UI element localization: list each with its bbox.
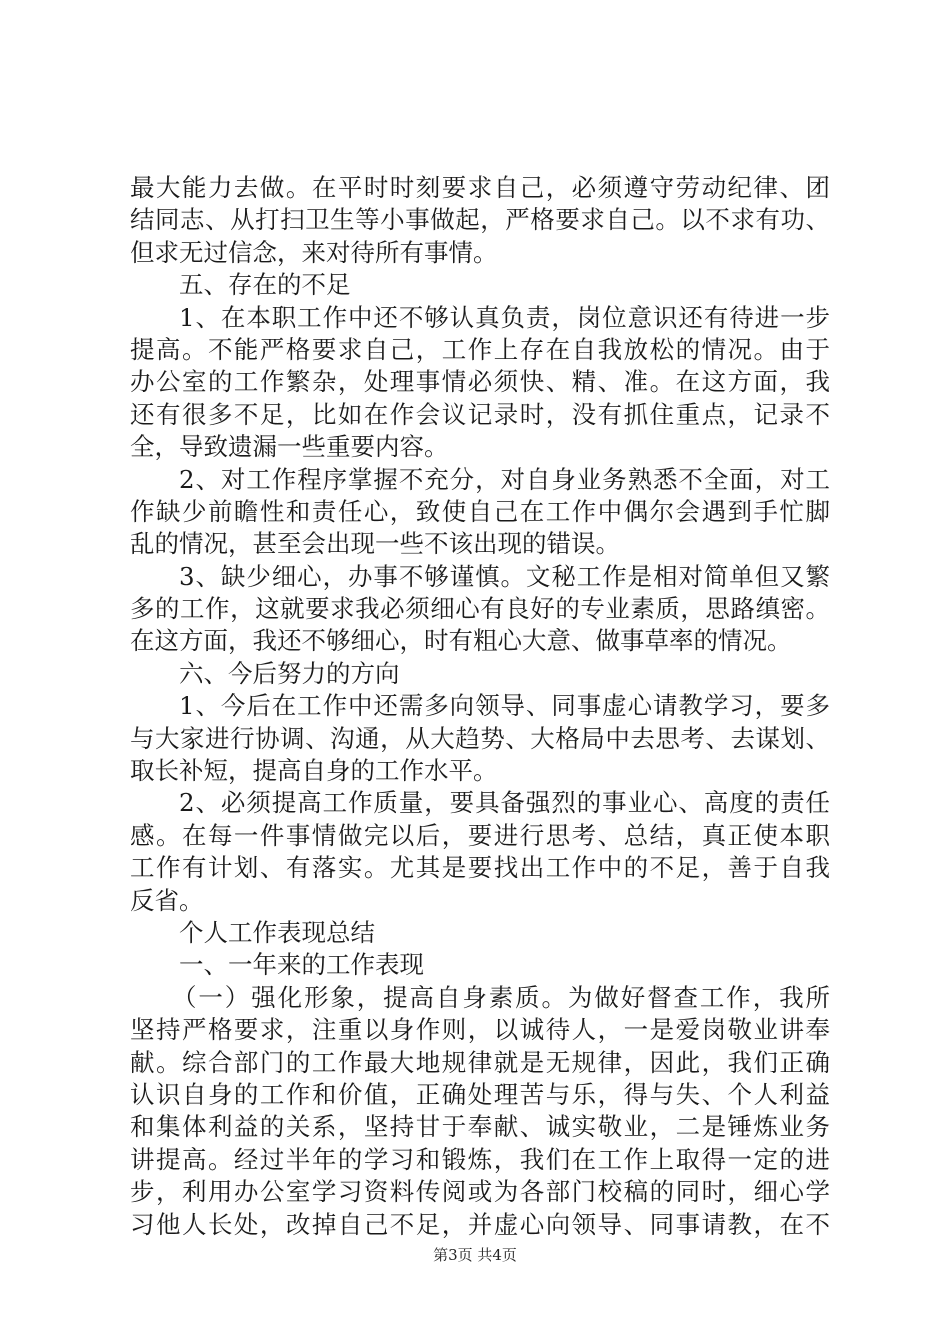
- text-line: 个人工作表现总结: [179, 917, 375, 947]
- text-line: 感。在每一件事情做完以后，要进行思考、总结，真正使本职: [130, 820, 830, 850]
- text-line: 六、今后努力的方向: [179, 658, 400, 688]
- text-line: 习他人长处，改掉自己不足，并虚心向领导、同事请教，在不: [130, 1209, 830, 1239]
- text-line: 但求无过信念，来对待所有事情。: [130, 237, 498, 267]
- text-line: 3、缺少细心，办事不够谨慎。文秘工作是相对简单但又繁: [179, 561, 830, 591]
- text-line: （一）强化形象，提高自身素质。为做好督查工作，我所: [172, 982, 830, 1012]
- text-line: 讲提高。经过半年的学习和锻炼，我们在工作上取得一定的进: [130, 1144, 830, 1174]
- text-line: 提高。不能严格要求自己，工作上存在自我放松的情况。由于: [130, 334, 830, 364]
- text-line: 反省。: [130, 885, 204, 915]
- text-line: 献。综合部门的工作最大地规律就是无规律，因此，我们正确: [130, 1047, 830, 1077]
- text-line: 多的工作，这就要求我必须细心有良好的专业素质，思路缜密。: [130, 594, 830, 624]
- text-line: 2、对工作程序掌握不充分，对自身业务熟悉不全面，对工: [179, 464, 830, 494]
- text-line: 乱的情况，甚至会出现一些不该出现的错误。: [130, 529, 620, 559]
- text-line: 还有很多不足，比如在作会议记录时，没有抓住重点，记录不: [130, 399, 830, 429]
- page-footer: 第3页 共4页: [433, 1246, 517, 1264]
- text-line: 1、在本职工作中还不够认真负责，岗位意识还有待进一步: [179, 302, 830, 332]
- document-body: [130, 172, 830, 1241]
- text-line: 全，导致遗漏一些重要内容。: [130, 432, 449, 462]
- text-line: 结同志、从打扫卫生等小事做起，严格要求自己。以不求有功、: [130, 205, 830, 235]
- text-line: 坚持严格要求，注重以身作则，以诚待人，一是爱岗敬业讲奉: [130, 1015, 830, 1045]
- text-line: 一、一年来的工作表现: [179, 950, 424, 980]
- text-line: 取长补短，提高自身的工作水平。: [130, 756, 498, 786]
- text-line: 五、存在的不足: [179, 270, 351, 300]
- text-line: 办公室的工作繁杂，处理事情必须快、精、准。在这方面，我: [130, 367, 830, 397]
- text-line: 最大能力去做。在平时时刻要求自己，必须遵守劳动纪律、团: [130, 173, 830, 202]
- text-line: 与大家进行协调、沟通，从大趋势、大格局中去思考、去谋划、: [130, 723, 830, 753]
- text-line: 和集体利益的关系，坚持甘于奉献、诚实敬业，二是锤炼业务: [130, 1112, 830, 1142]
- text-line: 工作有计划、有落实。尤其是要找出工作中的不足，善于自我: [130, 853, 830, 883]
- text-line: 2、必须提高工作质量，要具备强烈的事业心、高度的责任: [179, 788, 830, 818]
- text-line: 认识自身的工作和价值，正确处理苦与乐，得与失、个人利益: [130, 1079, 830, 1109]
- text-line: 作缺少前瞻性和责任心，致使自己在工作中偶尔会遇到手忙脚: [130, 496, 830, 526]
- text-line: 步，利用办公室学习资料传阅或为各部门校稿的同时，细心学: [130, 1177, 830, 1207]
- text-line: 1、今后在工作中还需多向领导、同事虚心请教学习，要多: [179, 691, 830, 721]
- text-line: 在这方面，我还不够细心，时有粗心大意、做事草率的情况。: [130, 626, 792, 656]
